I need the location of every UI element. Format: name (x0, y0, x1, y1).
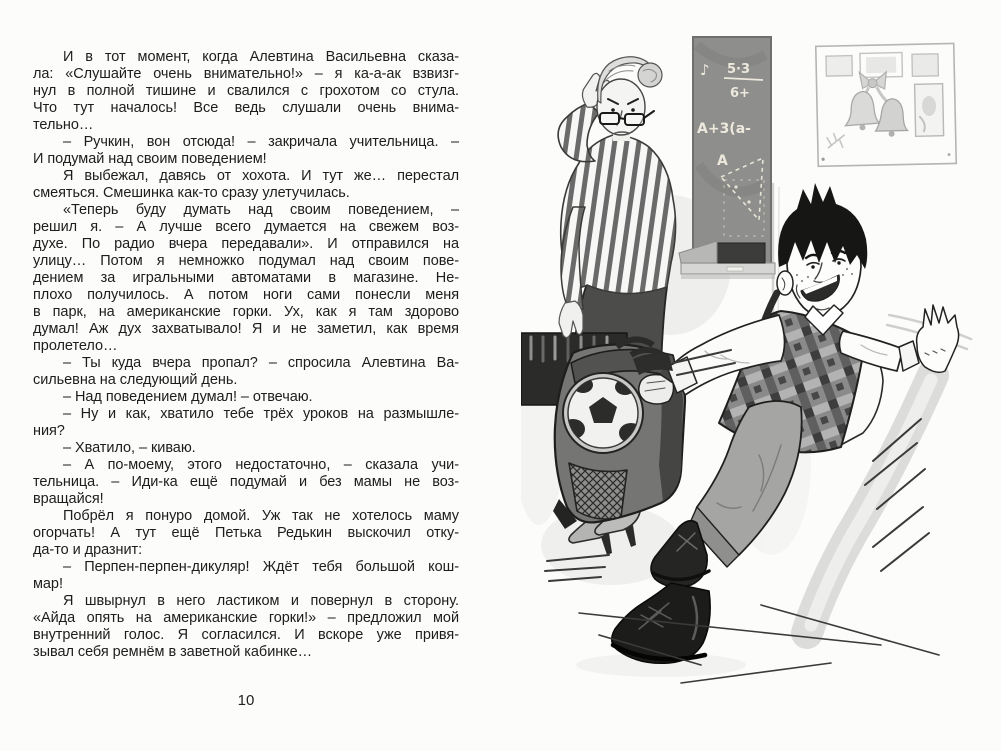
text-line: – Над поведением думал! – отвечаю. (63, 389, 313, 405)
boy-boot-front (612, 583, 710, 663)
boy-cuff-out (899, 341, 919, 371)
classroom-poster (816, 43, 956, 166)
boy-hand-spread (917, 305, 959, 372)
left-page-text (33, 49, 459, 661)
text-line: – А по-моему, этого недостаточно, – сказала учи- (63, 457, 459, 473)
text-line: нул в полной тишине и свалился с грохотом со стула. (33, 83, 459, 99)
text-line: зывал себя ремнём в заветной кабинке… (33, 644, 313, 660)
text-line: плохо получилось. А потом ноги сами понесли меня (33, 287, 459, 303)
text-line: – Перпен-перпен-дикуляр! Ждёт тебя большой кош- (63, 559, 459, 575)
paragraph (33, 355, 459, 389)
paragraph (33, 508, 459, 559)
text-line: духе. По радио вчера передавали». И отправился на (33, 236, 459, 252)
chalkboard (679, 37, 775, 279)
text-line: мар! (33, 576, 63, 592)
paragraph (33, 389, 459, 406)
text-line: огорчать! А тут ещё Петька Редькин выскочил отку- (33, 525, 459, 541)
text-line: ла: «Слушайте очень внимательно!» – я ка-а-ак взвизг- (33, 66, 459, 82)
chalk-fraction-top: 5·3 (727, 62, 751, 77)
text-line: внутренний голос. Я согласился. И вскоре уже привя- (33, 627, 459, 643)
chalk-formula: A+3(a- (697, 121, 751, 137)
glasses (600, 111, 654, 125)
text-line: И подумай над своим поведением! (33, 151, 267, 167)
chalk-fraction-bottom: 6+ (730, 86, 750, 101)
paragraph (33, 168, 459, 202)
poster-picture (915, 84, 944, 137)
text-line: вращайся! (33, 491, 104, 507)
chalk-note: ♪ (700, 61, 710, 79)
text-line: Я выбежал, давясь от хохота. И тут же… перестал (63, 168, 459, 184)
paragraph (33, 49, 459, 134)
text-line: – Ручкин, вон отсюда! – закричала учительница. – (63, 134, 459, 150)
page-number: 10 (237, 692, 255, 709)
backpack-mesh-pocket (569, 463, 627, 519)
paragraph (33, 406, 459, 440)
text-line: Побрёл я понуро домой. Уж так не хотелось маму (63, 508, 459, 524)
text-line: решил я. – А лучше всего думается на свежем воз- (33, 219, 459, 235)
text-line: тельно… (33, 117, 94, 133)
teacher-hair-bun (638, 63, 662, 87)
paragraph (33, 593, 459, 661)
text-line: «Теперь буду думать над своим поведением, – (63, 202, 459, 218)
text-line: дением за игральными автоматами в магазине. Не- (33, 270, 459, 286)
text-line: да-то и дразнит: (33, 542, 143, 558)
text-line: сильевна на следующий день. (33, 372, 238, 388)
text-line: смеяться. Смешинка как-то сразу улетучилась. (33, 185, 350, 201)
text-line: – Хватило, – киваю. (63, 440, 196, 456)
paragraph (33, 457, 459, 508)
text-line: тельница. – Иди-ка ещё подумай и без мамы не воз- (33, 474, 459, 490)
paragraph (33, 134, 459, 168)
text-line: Я швырнул в него ластиком и повернул в сторону. (63, 593, 459, 609)
teacher-hand-down (559, 301, 583, 338)
text-line: ния? (33, 423, 65, 439)
text-line: И в тот момент, когда Алевтина Васильевна сказа- (63, 49, 459, 65)
classroom-illustration (521, 15, 1001, 727)
text-line: пролетело… (33, 338, 118, 354)
text-line: в парк, на американские горки. Ух, как я там здорово (33, 304, 459, 320)
chalk-letter: A (717, 153, 728, 169)
text-line: «Айда опять на американские горки!» – предложил мой (33, 610, 459, 626)
text-line: думал! Аж дух захватывало! Я и не заметил, как время (33, 321, 459, 337)
teacher-head (597, 57, 662, 141)
text-line: Что тут началось! Все ведь слушали очень внима- (33, 100, 459, 116)
text-line: – Ты куда вчера пропал? – спросила Алевтина Ва- (63, 355, 459, 371)
boy-head (777, 183, 867, 326)
paragraph (33, 440, 459, 457)
text-line: улицу… Потом я немножко подумал над своим пове- (33, 253, 459, 269)
text-line: – Ну и как, хватило тебе трёх уроков на размышле- (63, 406, 459, 422)
paragraph (33, 202, 459, 355)
paragraph (33, 559, 459, 593)
